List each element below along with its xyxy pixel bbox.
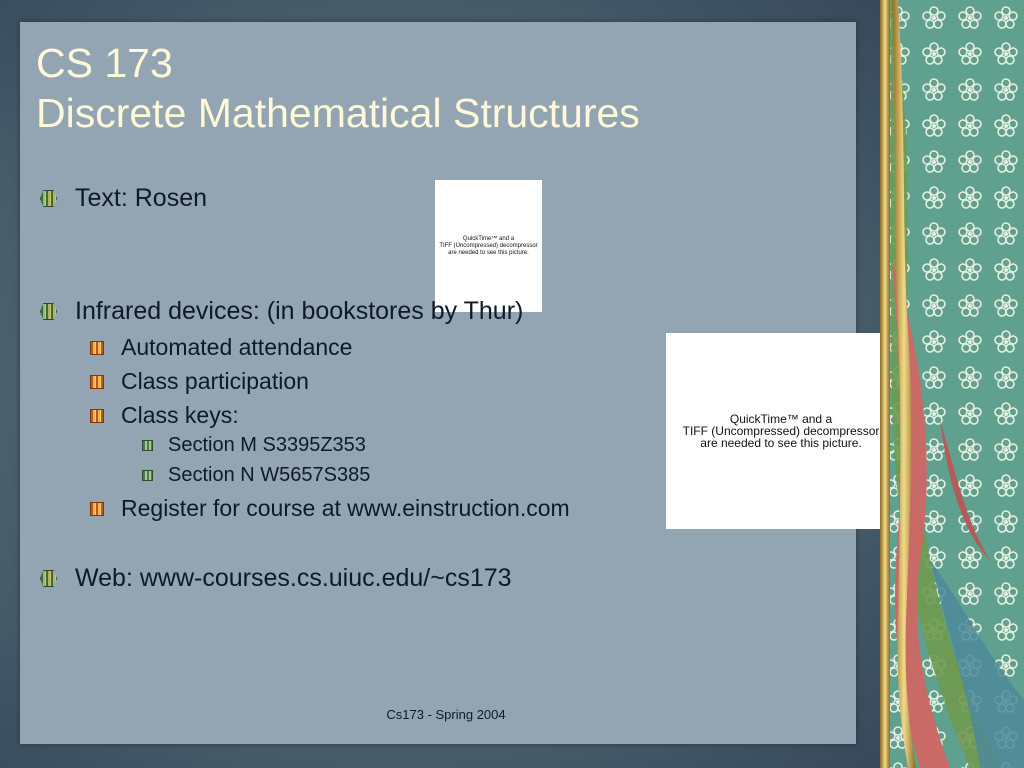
orange-striped-square-bullet-icon xyxy=(90,341,104,355)
placeholder-line: QuickTime™ and a xyxy=(462,235,515,242)
bullet-label: Section M S3395Z353 xyxy=(168,434,366,456)
floral-ribbon-graphic xyxy=(880,0,1024,768)
decorative-floral-panel xyxy=(880,0,1024,768)
quicktime-placeholder-large xyxy=(666,333,896,529)
placeholder-line: QuickTime™ and a xyxy=(729,412,833,426)
green-striped-square-bullet-icon xyxy=(142,470,153,481)
bullet-label: Automated attendance xyxy=(121,334,353,360)
bullet-web-address xyxy=(40,564,512,593)
striped-hexagon-bullet-icon xyxy=(40,190,57,207)
bullet-label: Infrared devices: (in bookstores by Thur) xyxy=(75,297,524,325)
placeholder-line: are needed to see this picture. xyxy=(448,249,529,256)
subbullet-class-participation xyxy=(90,368,309,395)
bullet-label: Section N W5657S385 xyxy=(168,464,371,486)
striped-hexagon-bullet-icon xyxy=(40,570,57,587)
quicktime-placeholder-small xyxy=(435,180,542,312)
orange-striped-square-bullet-icon xyxy=(90,375,104,389)
placeholder-line: are needed to see this picture. xyxy=(700,436,862,450)
green-striped-square-bullet-icon xyxy=(142,440,153,451)
slide-footer: Cs173 - Spring 2004 xyxy=(386,707,506,722)
slide-title xyxy=(36,38,836,138)
title-course-number: CS 173 xyxy=(36,40,173,86)
striped-hexagon-bullet-icon xyxy=(40,303,57,320)
placeholder-line: TIFF (Uncompressed) decompressor xyxy=(682,424,880,438)
bullet-label: Class keys: xyxy=(121,402,239,428)
placeholder-line: TIFF (Uncompressed) decompressor xyxy=(439,242,538,249)
subbullet-automated-attendance xyxy=(90,334,352,361)
bullet-infrared-devices xyxy=(40,297,523,326)
orange-striped-square-bullet-icon xyxy=(90,409,104,423)
bullet-label: Text: Rosen xyxy=(75,184,208,212)
title-course-name: Discrete Mathematical Structures xyxy=(36,90,640,136)
bullet-text-book xyxy=(40,184,207,213)
bullet-label: Register for course at www.einstruction.com xyxy=(121,495,570,521)
orange-striped-square-bullet-icon xyxy=(90,502,104,516)
subbullet-register-course xyxy=(90,495,570,522)
subsubbullet-section-m xyxy=(142,434,366,457)
subsubbullet-section-n xyxy=(142,464,370,487)
subbullet-class-keys xyxy=(90,402,239,429)
bullet-label: Class participation xyxy=(121,368,309,394)
bullet-label: Web: www-courses.cs.uiuc.edu/~cs173 xyxy=(75,564,512,592)
